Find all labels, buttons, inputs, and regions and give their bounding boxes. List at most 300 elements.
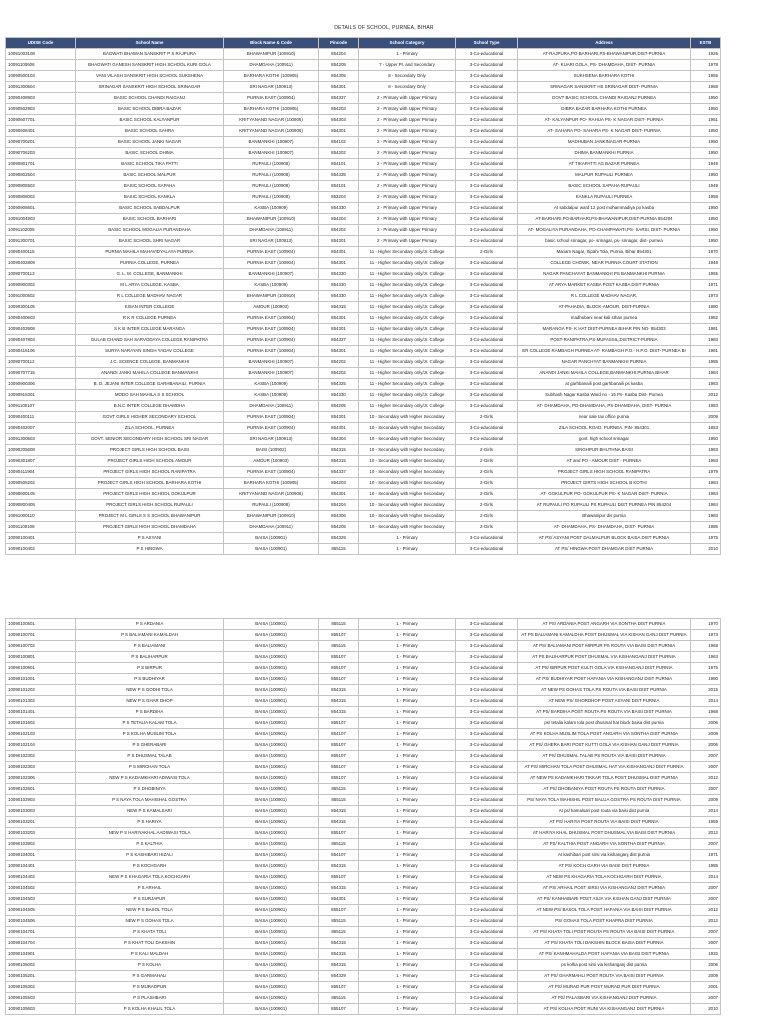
cell-estb: 1950 (691, 236, 721, 247)
cell-school-type: 3-Co-educational (456, 751, 518, 762)
cell-estb: 1984 (691, 489, 721, 500)
cell-school-category: 11 - Higher Secondary only/Jr. College (359, 291, 456, 302)
cell-udise-code: 10090301807 (6, 456, 76, 467)
cell-address: At kashibari post sirsi via kishanganj dist purnia (518, 850, 691, 861)
cell-udise-code: 10090801701 (6, 159, 76, 170)
cell-udise-code: 10090802504 (6, 170, 76, 181)
cell-udise-code: 10090105503 (6, 993, 76, 1004)
cell-estb: 2007 (691, 894, 721, 905)
cell-school-category: 1 - Primary (359, 784, 456, 795)
cell-pincode: 854202 (319, 357, 359, 368)
cell-pincode: 854203 (319, 104, 359, 115)
cell-udise-code: 10091000110 (6, 511, 76, 522)
cell-pincode: 855107 (319, 762, 359, 773)
cell-estb: 1948 (691, 258, 721, 269)
cell-pincode: 854315 (319, 960, 359, 971)
cell-school-category: 1 - Primary (359, 49, 456, 60)
cell-address: AT PS/ KALTHIA POST ANGARH VIA SONTHA DIST PURNIA (518, 839, 691, 850)
table-row (6, 181, 721, 192)
cell-udise-code: 10090104401 (6, 861, 76, 872)
cell-school-category: 2 - Primary with Upper Primary (359, 181, 456, 192)
cell-address: AT PS/ KOCH GARH VIA BAISI DIST PURNIA (518, 861, 691, 872)
cell-school-type: 3-Co-educational (456, 335, 518, 346)
cell-pincode: 854205 (319, 60, 359, 71)
cell-school-category: 2 - Primary with Upper Primary (359, 93, 456, 104)
cell-school-category: 11 - Higher Secondary only/Jr. College (359, 390, 456, 401)
cell-pincode: 854315 (319, 456, 359, 467)
cell-estb: 1980 (691, 302, 721, 313)
cell-estb: 2007 (691, 993, 721, 1004)
cell-pincode: 855107 (319, 674, 359, 685)
cell-school-type: 3-Co-educational (456, 214, 518, 225)
cell-school-name: P S BALIAMANI (76, 641, 224, 652)
cell-school-name: P S KHATA TOLI (76, 927, 224, 938)
cell-pincode: 854315 (319, 949, 359, 960)
cell-udise-code: 10090103203 (6, 828, 76, 839)
cell-school-name: BASIC SCHOOL KANKLA (76, 192, 224, 203)
cell-school-name: P S BARDIHA (76, 707, 224, 718)
cell-block-name: RUPAULI (100908) (224, 159, 319, 170)
cell-school-type: 3-Co-educational (456, 883, 518, 894)
cell-udise-code: 10090608401 (6, 126, 76, 137)
cell-school-type: 3-Co-educational (456, 619, 518, 630)
cell-estb: 1959 (691, 817, 721, 828)
cell-pincode: 854301 (319, 324, 359, 335)
cell-address: AT PS/ BUDHIYAR POST HAFANIA VIA KISHANGANJ DIST PURNIA (518, 674, 691, 685)
cell-school-type: 2-Girls (456, 478, 518, 489)
cell-pincode: 854315 (319, 302, 359, 313)
table-row (6, 938, 721, 949)
cell-block-name: BAISA (100901) (224, 828, 319, 839)
table-row (6, 346, 721, 357)
cell-address: AT PS/ ARHAIL POST SIRSI VIA KISHANGANJ DIST PURNIA (518, 883, 691, 894)
cell-block-name: BARHARA KOTHI (100905) (224, 71, 319, 82)
cell-school-name: P S ASYANI (76, 533, 224, 544)
cell-school-type: 3-Co-educational (456, 817, 518, 828)
cell-school-type: 3-Co-educational (456, 960, 518, 971)
cell-address: basic school srinagar, po- srinagar, ps- srinagar, dist- purnea (518, 236, 691, 247)
table-body-bottom (6, 619, 721, 1015)
cell-pincode: 855115 (319, 619, 359, 630)
cell-address: ZILA SCHOOL ROAD, PURNEA. PIN- 854301 (518, 423, 691, 434)
cell-address: AT PS BALIHARPUR POST DHUSMAL VIA KISHANGANJ DIST PURNIA (518, 652, 691, 663)
cell-school-name: P S ARHAIL (76, 883, 224, 894)
cell-school-category: 1 - Primary (359, 641, 456, 652)
cell-estb: 1975 (691, 533, 721, 544)
cell-pincode: 855107 (319, 872, 359, 883)
cell-address: SINGHPUR BHUTHNA BAISI (518, 445, 691, 456)
cell-school-type: 3-Co-educational (456, 894, 518, 905)
cell-block-name: KASBA (100909) (224, 390, 319, 401)
cell-udise-code: 10090104506 (6, 916, 76, 927)
cell-pincode: 855107 (319, 982, 359, 993)
table-row (6, 707, 721, 718)
cell-school-category: 1 - Primary (359, 729, 456, 740)
cell-address: AT RUPAULI PO RUPAULI PS RUPAULI DIST PURNEA PIN 854204 (518, 500, 691, 511)
table-row (6, 839, 721, 850)
cell-school-category: 11 - Higher Secondary only/Jr. College (359, 368, 456, 379)
table-row (6, 982, 721, 993)
cell-block-name: SRI NAGAR (100913) (224, 434, 319, 445)
cell-pincode: 855115 (319, 641, 359, 652)
cell-school-category: 1 - Primary (359, 718, 456, 729)
cell-school-type: 3-Co-educational (456, 718, 518, 729)
cell-block-name: PURNIA EAST (100904) (224, 258, 319, 269)
cell-block-name: BAISA (100901) (224, 861, 319, 872)
cell-pincode: 854301 (319, 236, 359, 247)
cell-school-category: 8 - Secondary Only (359, 82, 456, 93)
table-row (6, 49, 721, 60)
cell-udise-code: 10090100402 (6, 544, 76, 555)
cell-pincode: 855107 (319, 718, 359, 729)
cell-address: AT PS/ BALIAMANI POST MIRPUR PS ROUTA VIA BAISI DIST PURNIA (518, 641, 691, 652)
cell-block-name: PURNIA EAST (100904) (224, 313, 319, 324)
table-row (6, 247, 721, 258)
cell-pincode: 855107 (319, 630, 359, 641)
cell-address: AT PS/ PALASBARI VIA KISHANGANJ DIST PURNIA (518, 993, 691, 1004)
cell-estb: 1980 (691, 674, 721, 685)
cell-estb: 1958 (691, 192, 721, 203)
cell-block-name: BAISA (100901) (224, 1004, 319, 1015)
cell-school-category: 2 - Primary with Upper Primary (359, 137, 456, 148)
cell-block-name: AMOUR (100903) (224, 302, 319, 313)
cell-school-name: NEW P S GODHI TOLA (76, 685, 224, 696)
cell-school-name: BAGWATI BHAWAN SANSKRIT P S RAJPURA (76, 49, 224, 60)
cell-block-name: KASBA (100909) (224, 379, 319, 390)
cell-school-type: 2-Girls (456, 456, 518, 467)
cell-school-type: 3-Co-educational (456, 938, 518, 949)
cell-school-type: 3-Co-educational (456, 71, 518, 82)
cell-estb: 1951 (691, 115, 721, 126)
cell-school-category: 1 - Primary (359, 861, 456, 872)
cell-address: GOVT BASIC SCHOOL CHANDI RAIGANJ PURNEA (518, 93, 691, 104)
cell-school-type: 3-Co-educational (456, 302, 518, 313)
cell-udise-code: 10090104701 (6, 927, 76, 938)
cell-pincode: 854303 (319, 115, 359, 126)
cell-pincode: 854315 (319, 817, 359, 828)
cell-block-name: DHAMDAHA (100911) (224, 522, 319, 533)
cell-school-type: 2-Girls (456, 522, 518, 533)
cell-school-category: 1 - Primary (359, 993, 456, 1004)
cell-school-category: 10 - Secondary with Higher Secondary (359, 423, 456, 434)
cell-udise-code: 10090105603 (6, 1004, 76, 1015)
cell-block-name: BAISA (100901) (224, 630, 319, 641)
cell-udise-code: 10090707715 (6, 368, 76, 379)
cell-school-name: P S GARMAHALI (76, 971, 224, 982)
cell-udise-code: 10090104505 (6, 905, 76, 916)
cell-school-name: PROJECT GIRLS HIGH SCHOOL AMOUR (76, 456, 224, 467)
cell-school-name: NEW P S GOHAS TOLA (76, 916, 224, 927)
cell-block-name: BAISA (100901) (224, 927, 319, 938)
cell-estb: 1983 (691, 335, 721, 346)
cell-school-name: MODO SAH MAHILA S S SCHOOL (76, 390, 224, 401)
table-row (6, 522, 721, 533)
cell-block-name: BHAWANIPUR (100910) (224, 291, 319, 302)
cell-estb: 1984 (691, 478, 721, 489)
cell-school-type: 3-Co-educational (456, 93, 518, 104)
cell-address: PROJECT GIRLS HIGH SCHOOL RANIPATRA (518, 467, 691, 478)
cell-udise-code: 10090808002 (6, 192, 76, 203)
cell-school-category: 2 - Primary with Upper Primary (359, 225, 456, 236)
cell-estb: 2012 (691, 773, 721, 784)
cell-school-name: P S KOLHA KHALIL TOLA (76, 1004, 224, 1015)
cell-block-name: BAISA (100901) (224, 544, 319, 555)
cell-address: KANKLA RUPAULI PURNEA (518, 192, 691, 203)
cell-school-name: PROJECT GIRLS HIGH SCHOOL RUPAULI (76, 500, 224, 511)
cell-pincode: 854315 (319, 883, 359, 894)
cell-address: AT- DHAMDAHA, PS- DHAMDAHA, DIST- PURNIA (518, 522, 691, 533)
cell-school-category: 1 - Primary (359, 894, 456, 905)
table-row (6, 971, 721, 982)
cell-school-type: 2-Girls (456, 247, 518, 258)
cell-school-type: 3-Co-educational (456, 192, 518, 203)
cell-udise-code: 10090400111 (6, 412, 76, 423)
cell-pincode: 855107 (319, 751, 359, 762)
table-row (6, 401, 721, 412)
cell-school-type: 3-Co-educational (456, 696, 518, 707)
cell-school-type: 3-Co-educational (456, 641, 518, 652)
cell-school-name: P S GHERABARI (76, 740, 224, 751)
cell-pincode: 854337 (319, 467, 359, 478)
cell-block-name: DHAMDAHA (100911) (224, 60, 319, 71)
cell-block-name: BAISA (100901) (224, 872, 319, 883)
cell-block-name: RUPAULI (100908) (224, 500, 319, 511)
cell-school-type: 3-Co-educational (456, 181, 518, 192)
cell-udise-code: 10090706203 (6, 148, 76, 159)
cell-address: AT NEW PS/ BASOL TOLA POST HAFANIA VIA BAISI DIST PURNIA (518, 905, 691, 916)
cell-address: AT-PAHADIA, BLOCK-AMOUR, DIST-PURNIA (518, 302, 691, 313)
cell-school-category: 10 - Secondary with Higher Secondary (359, 467, 456, 478)
cell-school-category: 1 - Primary (359, 982, 456, 993)
table-row (6, 861, 721, 872)
cell-block-name: BAISA (100901) (224, 773, 319, 784)
cell-block-name: BAISA (100901) (224, 883, 319, 894)
table-row (6, 379, 721, 390)
cell-school-category: 1 - Primary (359, 773, 456, 784)
cell-udise-code: 10090100702 (6, 641, 76, 652)
cell-address: At sabdalpur ward 12 post mohammadiya po kasba (518, 203, 691, 214)
cell-school-type: 3-Co-educational (456, 148, 518, 159)
cell-school-category: 11 - Higher Secondary only/Jr. College (359, 302, 456, 313)
cell-school-type: 3-Co-educational (456, 346, 518, 357)
cell-block-name: BAISA (100901) (224, 894, 319, 905)
cell-pincode: 855107 (319, 740, 359, 751)
cell-pincode: 854205 (319, 401, 359, 412)
cell-school-type: 3-Co-educational (456, 652, 518, 663)
cell-school-category: 1 - Primary (359, 630, 456, 641)
cell-estb: 1950 (691, 434, 721, 445)
table-row (6, 126, 721, 137)
cell-school-name: P S KALI MALDAH (76, 949, 224, 960)
table-row (6, 170, 721, 181)
cell-udise-code: 10090700201 (6, 137, 76, 148)
cell-school-name: GOVT. SENIOR SECONDARY HIGH SCHOOL SRI NAGAR (76, 434, 224, 445)
cell-school-name: P S KOLHA (76, 960, 224, 971)
cell-address: MALPUR RUPAULI PURNEA (518, 170, 691, 181)
cell-estb: 2009 (691, 412, 721, 423)
cell-udise-code: 10090908601 (6, 203, 76, 214)
cell-school-type: 3-Co-educational (456, 971, 518, 982)
cell-block-name: BAISA (100901) (224, 718, 319, 729)
cell-udise-code: 10090101001 (6, 674, 76, 685)
cell-udise-code: 10090102303 (6, 762, 76, 773)
cell-school-category: 2 - Primary with Upper Primary (359, 214, 456, 225)
cell-school-name: P S TETALIA KALAM TOLA (76, 718, 224, 729)
cell-school-category: 1 - Primary (359, 663, 456, 674)
cell-school-type: 2-Girls (456, 511, 518, 522)
cell-block-name: BAISA (100901) (224, 850, 319, 861)
cell-address: AT- KALYANPUR PO- RAHUA PS- K NAGAR DIST- PURNIA (518, 115, 691, 126)
cell-school-type: 3-Co-educational (456, 927, 518, 938)
cell-school-type: 2-Girls (456, 445, 518, 456)
cell-address: AT PS/ KHATA TOLI POST ROUTA PS ROUTA VIA BAISI DIST PURNIA (518, 927, 691, 938)
cell-school-category: 1 - Primary (359, 883, 456, 894)
cell-address: AT PS/ MURAD PUR POST MURAD PUR DIST PURNIA (518, 982, 691, 993)
cell-school-type: 3-Co-educational (456, 434, 518, 445)
cell-udise-code: 10090104402 (6, 872, 76, 883)
cell-block-name: BAISA (100901) (224, 938, 319, 949)
cell-udise-code: 10090105302 (6, 982, 76, 993)
cell-estb: 1970 (691, 619, 721, 630)
cell-block-name: BAISA (100901) (224, 762, 319, 773)
cell-address: DIBRA BAZAR BARHARA KOTHI PURNEA (518, 104, 691, 115)
cell-school-category: 1 - Primary (359, 652, 456, 663)
cell-estb: 1968 (691, 641, 721, 652)
cell-school-type: 3-Co-educational (456, 258, 518, 269)
cell-address: AT PS/ GHERA BARI POST KUTTI GOLA VIA KISHAN GANJ DIST PURNIA (518, 740, 691, 751)
cell-address: NAGAR PANCHYAT BANMANKHI PURNIA (518, 357, 691, 368)
cell-block-name: BAISA (100901) (224, 784, 319, 795)
table-row (6, 412, 721, 423)
cell-school-category: 2 - Primary with Upper Primary (359, 203, 456, 214)
cell-estb: 1985 (691, 522, 721, 533)
cell-school-type: 3-Co-educational (456, 762, 518, 773)
cell-school-type: 3-Co-educational (456, 49, 518, 60)
cell-school-type: 3-Co-educational (456, 291, 518, 302)
cell-address: AT HARIYA KHAL DHUSMAL POST DHUSMAL VIA BAISI DIST PURNIA (518, 828, 691, 839)
cell-block-name: BANMANKHI (100907) (224, 368, 319, 379)
cell-block-name: BAISA (100901) (224, 993, 319, 1004)
cell-estb: 1973 (691, 630, 721, 641)
cell-address: At ps/ kamalsari post routa via baisi dist purnia (518, 806, 691, 817)
cell-address: AT PS/ BARDIHA POST ROUTA PS ROUTA VIA BAISI DIST PURNIA (518, 707, 691, 718)
cell-school-type: 3-Co-educational (456, 236, 518, 247)
cell-pincode: 854329 (319, 533, 359, 544)
cell-address: govt. high school srinagar (518, 434, 691, 445)
cell-school-name: P S DHOBINIYA (76, 784, 224, 795)
cell-school-name: BASIC SCHOOL SABDALPUR (76, 203, 224, 214)
cell-school-name: P S BALIAMANI KAMALDAH (76, 630, 224, 641)
cell-estb: 1982 (691, 313, 721, 324)
cell-block-name: BARHARA KOTHI (100905) (224, 478, 319, 489)
cell-udise-code: 10091004903 (6, 214, 76, 225)
cell-address: AT PS/ MIRCHAN TOLA POST DHUSMAL HAT VIA KISHANGANJ DIST PURNIA (518, 762, 691, 773)
table-row (6, 751, 721, 762)
cell-udise-code: 10090900302 (6, 280, 76, 291)
cell-pincode: 854306 (319, 511, 359, 522)
cell-pincode: 855107 (319, 663, 359, 674)
cell-pincode: 854315 (319, 707, 359, 718)
cell-estb: 2010 (691, 1004, 721, 1015)
cell-block-name: BAISA (100901) (224, 817, 319, 828)
cell-school-category: 1 - Primary (359, 685, 456, 696)
cell-school-category: 2 - Primary with Upper Primary (359, 170, 456, 181)
cell-school-category: 1 - Primary (359, 850, 456, 861)
cell-school-type: 3-Co-educational (456, 839, 518, 850)
cell-address: AT NEW PS KADAMKHARI TIKKAR TOLA POST DHUSMAL DIST PURNIA (518, 773, 691, 784)
cell-school-type: 3-Co-educational (456, 729, 518, 740)
cell-school-name: KISAN INTER COLLEGE (76, 302, 224, 313)
cell-udise-code: 10091100107 (6, 401, 76, 412)
cell-udise-code: 10090103902 (6, 839, 76, 850)
cell-school-type: 3-Co-educational (456, 368, 518, 379)
cell-school-name: B. D. JEJANI INTER COLLEGE GARHBANAILI, PURNIA (76, 379, 224, 390)
cell-block-name: PURNIA EAST (100904) (224, 346, 319, 357)
cell-school-name: P S PLASHBARI (76, 993, 224, 1004)
cell-block-name: BAISA (100901) (224, 839, 319, 850)
cell-school-type: 3-Co-educational (456, 993, 518, 1004)
cell-school-name: BASIC SCHOOL MALPUR (76, 170, 224, 181)
cell-school-name: P S KHAT TOLI DAKSHIN (76, 938, 224, 949)
cell-school-name: BASIC SCHOOL DIBRA BAZAR (76, 104, 224, 115)
cell-school-category: 1 - Primary (359, 696, 456, 707)
cell-pincode: 855115 (319, 916, 359, 927)
cell-address: COLLEGE CHOWK, NEAR PURNIA COURT STATION (518, 258, 691, 269)
cell-school-type: 3-Co-educational (456, 357, 518, 368)
cell-estb: 2007 (691, 839, 721, 850)
cell-udise-code: 10090105201 (6, 971, 76, 982)
cell-udise-code: 10090104503 (6, 894, 76, 905)
cell-school-type: 3-Co-educational (456, 126, 518, 137)
header-school-category: School Category (359, 38, 456, 49)
cell-address: BASIC SCHOOL SAPAHA RUPAULI (518, 181, 691, 192)
cell-school-category: 11 - Higher Secondary only/Jr. College (359, 401, 456, 412)
cell-address: AT- DHAMDAHA, PO-DHAMDAHA, PS-DHAMDAHA, DIST- PURNIA (518, 401, 691, 412)
cell-pincode: 854202 (319, 148, 359, 159)
table-row (6, 324, 721, 335)
cell-udise-code: 10090101401 (6, 707, 76, 718)
cell-address: AT- SAHARA PO- SAHARA PS- K NAGAR DIST- PURNIA (518, 126, 691, 137)
header-block-name: Block Name & Code (224, 38, 319, 49)
cell-pincode: 854101 (319, 159, 359, 170)
cell-udise-code: 10090101202 (6, 685, 76, 696)
cell-pincode: 855107 (319, 828, 359, 839)
cell-school-type: 3-Co-educational (456, 795, 518, 806)
cell-udise-code: 10090105002 (6, 960, 76, 971)
cell-udise-code: 10090102103 (6, 729, 76, 740)
cell-school-category: 10 - Secondary with Higher Secondary (359, 478, 456, 489)
cell-address: AT NEW PS KHAGARIA TOLA KOCHGARH DIST PURNIA (518, 872, 691, 883)
cell-school-category: 11 - Higher Secondary only/Jr. College (359, 324, 456, 335)
cell-school-type: 3-Co-educational (456, 280, 518, 291)
cell-address: POST-RANIPATRA,PS-MUFASSIL,DISTRICT-PURNIA (518, 335, 691, 346)
cell-udise-code: 10090101302 (6, 696, 76, 707)
cell-school-type: 3-Co-educational (456, 806, 518, 817)
cell-block-name: BANMANKHI (100907) (224, 269, 319, 280)
cell-school-category: 10 - Secondary with Higher Secondary (359, 522, 456, 533)
cell-estb: 2014 (691, 696, 721, 707)
cell-udise-code: 10090700113 (6, 269, 76, 280)
cell-school-name: P S KALTHIA (76, 839, 224, 850)
cell-address: AT PS/ HINGWA POST DHAMGAR DIST PURNIA (518, 544, 691, 555)
cell-school-name: NEW P S BASOL TOLA (76, 905, 224, 916)
cell-udise-code: 10090600105 (6, 489, 76, 500)
cell-estb: 2012 (691, 390, 721, 401)
cell-pincode: 854337 (319, 93, 359, 104)
cell-pincode: 854107 (319, 729, 359, 740)
cell-block-name: PURNIA EAST (100904) (224, 247, 319, 258)
cell-udise-code: 10091300503 (6, 434, 76, 445)
